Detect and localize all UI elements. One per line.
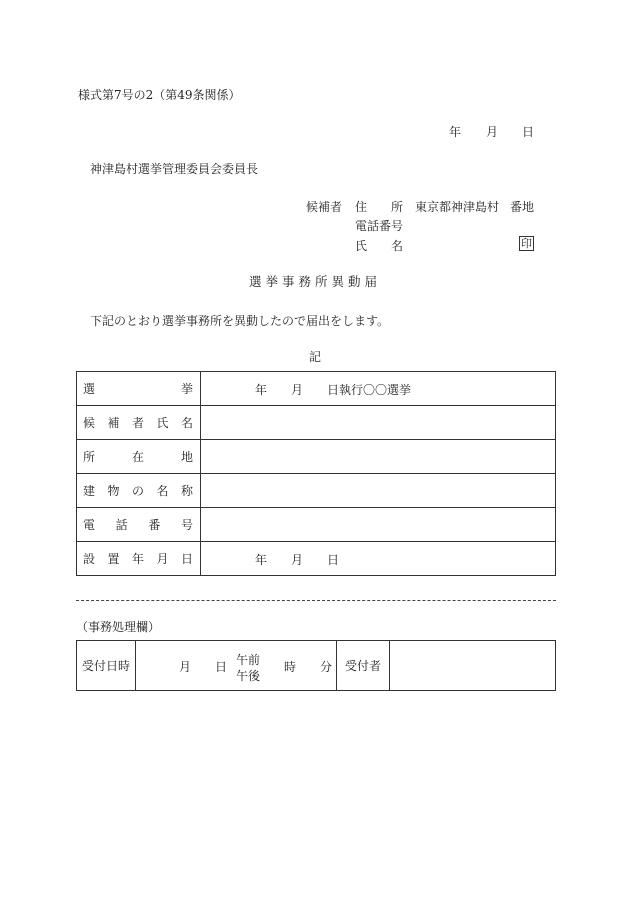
- location-value[interactable]: [201, 440, 556, 474]
- table-row: [77, 440, 556, 474]
- hour-label: 時: [284, 660, 297, 674]
- name-label-1: 氏: [355, 239, 368, 253]
- row-label: [77, 508, 201, 542]
- label-char: 物: [107, 484, 120, 498]
- label-char: 候: [83, 416, 96, 430]
- intro-text: 下記のとおり選挙事務所を異動したので届出をします。: [90, 314, 390, 328]
- candidate-label: 候補者: [306, 200, 343, 214]
- table-row: [77, 372, 556, 406]
- phone-value[interactable]: [201, 508, 556, 542]
- table-row: [77, 406, 556, 440]
- received-day: 日: [215, 660, 228, 674]
- label-char: 所: [83, 450, 96, 464]
- label-char: 番: [148, 518, 161, 532]
- established-year: 年: [255, 553, 268, 567]
- table-row: [77, 508, 556, 542]
- label-char: 在: [131, 450, 144, 464]
- building-name-value[interactable]: [201, 474, 556, 508]
- office-section-label: （事務処理欄）: [76, 620, 161, 634]
- addressee: 神津島村選挙管理委員会委員長: [90, 162, 259, 176]
- label-char: 称: [180, 484, 193, 498]
- table-row: [77, 641, 556, 691]
- address-suffix: 番地: [510, 200, 535, 214]
- office-table: [76, 640, 556, 691]
- label-char: 氏: [156, 416, 169, 430]
- date-day: 日: [522, 125, 535, 139]
- am-label: 午前: [236, 653, 261, 667]
- candidate-name-value[interactable]: [201, 406, 556, 440]
- label-char: 名: [180, 416, 193, 430]
- address-value: 東京都神津島村: [415, 200, 500, 214]
- phone-label: 電話番号: [355, 219, 404, 233]
- document-title: 選挙事務所異動届: [248, 274, 381, 289]
- receiver-label: 受付者: [337, 641, 390, 691]
- table-row: [77, 542, 556, 576]
- label-char: 電: [83, 518, 96, 532]
- seal-mark: 印: [521, 237, 532, 250]
- label-char: 日: [180, 552, 193, 566]
- table-row: [77, 474, 556, 508]
- label-char: 者: [131, 416, 144, 430]
- row-label: [77, 542, 201, 576]
- label-char: 選: [83, 382, 96, 396]
- row-label: [77, 474, 201, 508]
- cut-line: [76, 600, 556, 601]
- received-label: 受付日時: [77, 641, 136, 691]
- label-char: 置: [107, 552, 120, 566]
- election-month: 月: [291, 383, 304, 397]
- election-day: 日執行〇〇選挙: [327, 383, 412, 397]
- date-month: 月: [486, 125, 499, 139]
- row-label: [77, 372, 201, 406]
- minute-label: 分: [320, 660, 333, 674]
- row-label: [77, 440, 201, 474]
- name-label-2: 名: [391, 239, 404, 253]
- label-char: 名: [156, 484, 169, 498]
- ki-heading: 記: [308, 350, 321, 364]
- label-char: 話: [115, 518, 128, 532]
- address-label-2: 所: [391, 200, 404, 214]
- label-char: の: [131, 484, 144, 498]
- election-value[interactable]: [201, 372, 556, 406]
- established-month: 月: [291, 553, 304, 567]
- label-char: 月: [156, 552, 169, 566]
- label-char: 地: [180, 450, 193, 464]
- election-year: 年: [255, 383, 268, 397]
- row-label: [77, 406, 201, 440]
- received-datetime[interactable]: [136, 641, 337, 691]
- received-month: 月: [179, 660, 192, 674]
- established-day: 日: [327, 553, 340, 567]
- receiver-value[interactable]: [390, 641, 556, 691]
- notice-table: [76, 371, 556, 576]
- seal-stamp: [519, 236, 534, 251]
- label-char: 補: [107, 416, 120, 430]
- established-date-value[interactable]: [201, 542, 556, 576]
- label-char: 年: [131, 552, 144, 566]
- form-number: 様式第7号の2（第49条関係）: [78, 88, 241, 102]
- label-char: 挙: [180, 382, 193, 396]
- address-label-1: 住: [355, 200, 368, 214]
- date-year: 年: [449, 125, 462, 139]
- pm-label: 午後: [236, 669, 261, 683]
- label-char: 建: [83, 484, 96, 498]
- label-char: 設: [83, 552, 96, 566]
- label-char: 号: [180, 518, 193, 532]
